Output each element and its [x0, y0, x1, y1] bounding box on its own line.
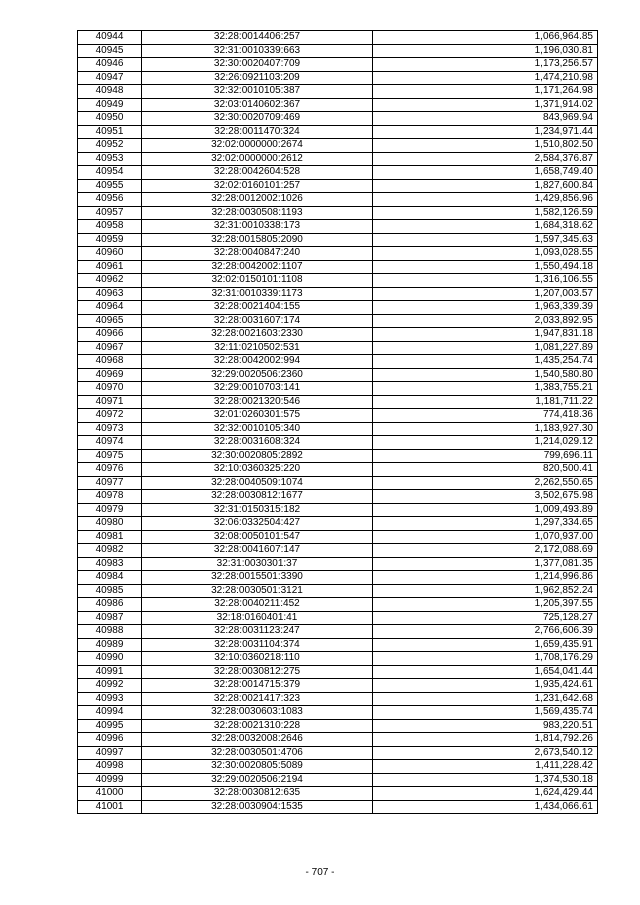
cadastral-number-cell: 32:28:0021404:155 [142, 301, 373, 315]
table-row [78, 44, 598, 58]
value-cell: 1,624,429.44 [373, 787, 598, 801]
table-row [78, 260, 598, 274]
table-row [78, 692, 598, 706]
cadastral-number-cell: 32:28:0031123:247 [142, 625, 373, 639]
value-cell: 983,220.51 [373, 719, 598, 733]
value-cell: 1,009,493.89 [373, 503, 598, 517]
row-number-cell: 40990 [78, 652, 142, 666]
row-number-cell: 40951 [78, 125, 142, 139]
value-cell: 1,214,029.12 [373, 436, 598, 450]
row-number-cell: 40986 [78, 598, 142, 612]
value-cell: 2,262,550.65 [373, 476, 598, 490]
value-cell: 799,696.11 [373, 449, 598, 463]
table-row [78, 584, 598, 598]
row-number-cell: 40980 [78, 517, 142, 531]
table-row [78, 611, 598, 625]
value-cell: 774,418.36 [373, 409, 598, 423]
table-row [78, 382, 598, 396]
row-number-cell: 40989 [78, 638, 142, 652]
row-number-cell: 40949 [78, 98, 142, 112]
row-number-cell: 40957 [78, 206, 142, 220]
value-cell: 1,708,176.29 [373, 652, 598, 666]
table-row [78, 341, 598, 355]
row-number-cell: 40969 [78, 368, 142, 382]
row-number-cell: 40996 [78, 733, 142, 747]
table-row [78, 125, 598, 139]
cadastral-number-cell: 32:28:0021417:323 [142, 692, 373, 706]
value-cell: 1,183,927.30 [373, 422, 598, 436]
table-row [78, 490, 598, 504]
cadastral-number-cell: 32:11:0210502:531 [142, 341, 373, 355]
row-number-cell: 40993 [78, 692, 142, 706]
row-number-cell: 40974 [78, 436, 142, 450]
table-row [78, 71, 598, 85]
value-cell: 1,207,003.57 [373, 287, 598, 301]
value-cell: 1,066,964.85 [373, 31, 598, 45]
value-cell: 1,654,041.44 [373, 665, 598, 679]
cadastral-number-cell: 32:31:0030301:37 [142, 557, 373, 571]
row-number-cell: 40985 [78, 584, 142, 598]
table-row [78, 625, 598, 639]
row-number-cell: 40988 [78, 625, 142, 639]
row-number-cell: 40995 [78, 719, 142, 733]
page-number: - 707 - [305, 867, 335, 878]
table-row [78, 719, 598, 733]
row-number-cell: 40975 [78, 449, 142, 463]
cadastral-number-cell: 32:32:0010105:387 [142, 85, 373, 99]
table-row [78, 598, 598, 612]
table-row [78, 773, 598, 787]
row-number-cell: 40955 [78, 179, 142, 193]
value-cell: 1,684,318.62 [373, 220, 598, 234]
cadastral-number-cell: 32:28:0031104:374 [142, 638, 373, 652]
table-row [78, 206, 598, 220]
cadastral-number-cell: 32:30:0020407:709 [142, 58, 373, 72]
cadastral-number-cell: 32:28:0021320:546 [142, 395, 373, 409]
value-cell: 2,584,376.87 [373, 152, 598, 166]
table-row [78, 517, 598, 531]
cadastral-number-cell: 32:26:0921103:209 [142, 71, 373, 85]
value-cell: 1,582,126.59 [373, 206, 598, 220]
value-cell: 1,550,494.18 [373, 260, 598, 274]
cadastral-number-cell: 32:28:0031607:174 [142, 314, 373, 328]
row-number-cell: 40984 [78, 571, 142, 585]
cadastral-number-cell: 32:28:0030812:1677 [142, 490, 373, 504]
row-number-cell: 40966 [78, 328, 142, 342]
table-row [78, 449, 598, 463]
table-row [78, 328, 598, 342]
row-number-cell: 40998 [78, 760, 142, 774]
value-cell: 1,540,580.80 [373, 368, 598, 382]
cadastral-number-cell: 32:28:0030508:1193 [142, 206, 373, 220]
value-cell: 1,173,256.57 [373, 58, 598, 72]
cadastral-number-cell: 32:28:0030904:1535 [142, 800, 373, 814]
table-row [78, 220, 598, 234]
value-cell: 843,969.94 [373, 112, 598, 126]
row-number-cell: 40964 [78, 301, 142, 315]
table-row [78, 314, 598, 328]
row-number-cell: 40952 [78, 139, 142, 153]
value-cell: 1,171,264.98 [373, 85, 598, 99]
value-cell: 2,766,606.39 [373, 625, 598, 639]
value-cell: 1,377,081.35 [373, 557, 598, 571]
table-row [78, 760, 598, 774]
cadastral-number-cell: 32:28:0040509:1074 [142, 476, 373, 490]
value-cell: 1,081,227.89 [373, 341, 598, 355]
cadastral-number-cell: 32:28:0040847:240 [142, 247, 373, 261]
table-row [78, 409, 598, 423]
cadastral-number-cell: 32:28:0030812:275 [142, 665, 373, 679]
cadastral-number-cell: 32:28:0014715:379 [142, 679, 373, 693]
cadastral-number-cell: 32:32:0010105:340 [142, 422, 373, 436]
value-cell: 2,033,892.95 [373, 314, 598, 328]
table-row [78, 706, 598, 720]
table-row [78, 436, 598, 450]
cadastral-number-cell: 32:18:0160401:41 [142, 611, 373, 625]
value-cell: 1,429,856.96 [373, 193, 598, 207]
row-number-cell: 40947 [78, 71, 142, 85]
cadastral-number-cell: 32:28:0030501:3121 [142, 584, 373, 598]
table-row [78, 112, 598, 126]
cadastral-number-cell: 32:02:0150101:1108 [142, 274, 373, 288]
row-number-cell: 40944 [78, 31, 142, 45]
value-cell: 1,935,424.61 [373, 679, 598, 693]
row-number-cell: 41000 [78, 787, 142, 801]
value-cell: 1,093,028.55 [373, 247, 598, 261]
value-cell: 725,128.27 [373, 611, 598, 625]
cadastral-number-cell: 32:06:0332504:427 [142, 517, 373, 531]
value-cell: 1,962,852.24 [373, 584, 598, 598]
value-cell: 1,947,831.18 [373, 328, 598, 342]
row-number-cell: 40960 [78, 247, 142, 261]
value-cell: 1,510,802.50 [373, 139, 598, 153]
value-cell: 1,316,106.55 [373, 274, 598, 288]
cadastral-number-cell: 32:28:0040211:452 [142, 598, 373, 612]
row-number-cell: 40945 [78, 44, 142, 58]
value-cell: 2,172,088.69 [373, 544, 598, 558]
row-number-cell: 40978 [78, 490, 142, 504]
value-cell: 1,658,749.40 [373, 166, 598, 180]
cadastral-number-cell: 32:31:0150315:182 [142, 503, 373, 517]
data-table-container [77, 30, 598, 814]
row-number-cell: 40970 [78, 382, 142, 396]
row-number-cell: 40946 [78, 58, 142, 72]
value-cell: 820,500.41 [373, 463, 598, 477]
value-cell: 1,435,254.74 [373, 355, 598, 369]
cadastral-number-cell: 32:01:0260301:575 [142, 409, 373, 423]
table-row [78, 544, 598, 558]
table-row [78, 800, 598, 814]
table-row [78, 179, 598, 193]
table-row [78, 368, 598, 382]
row-number-cell: 40997 [78, 746, 142, 760]
cadastral-number-cell: 32:28:0030603:1083 [142, 706, 373, 720]
row-number-cell: 40950 [78, 112, 142, 126]
cadastral-number-cell: 32:31:0010339:1173 [142, 287, 373, 301]
row-number-cell: 40987 [78, 611, 142, 625]
value-cell: 3,502,675.98 [373, 490, 598, 504]
cadastral-number-cell: 32:29:0010703:141 [142, 382, 373, 396]
table-row [78, 530, 598, 544]
data-table [77, 30, 598, 814]
value-cell: 1,214,996.86 [373, 571, 598, 585]
cadastral-number-cell: 32:28:0042002:994 [142, 355, 373, 369]
table-row [78, 746, 598, 760]
value-cell: 1,814,792.26 [373, 733, 598, 747]
cadastral-number-cell: 32:28:0042604:528 [142, 166, 373, 180]
value-cell: 1,597,345.63 [373, 233, 598, 247]
cadastral-number-cell: 32:10:0360218:110 [142, 652, 373, 666]
cadastral-number-cell: 32:31:0010339:663 [142, 44, 373, 58]
value-cell: 1,374,530.18 [373, 773, 598, 787]
cadastral-number-cell: 32:03:0140602:367 [142, 98, 373, 112]
table-row [78, 152, 598, 166]
row-number-cell: 40948 [78, 85, 142, 99]
row-number-cell: 40965 [78, 314, 142, 328]
table-row [78, 98, 598, 112]
table-row [78, 503, 598, 517]
cadastral-number-cell: 32:28:0030501:4706 [142, 746, 373, 760]
value-cell: 1,196,030.81 [373, 44, 598, 58]
cadastral-number-cell: 32:29:0020506:2194 [142, 773, 373, 787]
row-number-cell: 40979 [78, 503, 142, 517]
value-cell: 1,234,971.44 [373, 125, 598, 139]
row-number-cell: 40953 [78, 152, 142, 166]
cadastral-number-cell: 32:28:0011470:324 [142, 125, 373, 139]
cadastral-number-cell: 32:10:0360325:220 [142, 463, 373, 477]
value-cell: 1,434,066.61 [373, 800, 598, 814]
value-cell: 1,411,228.42 [373, 760, 598, 774]
row-number-cell: 40992 [78, 679, 142, 693]
table-row [78, 193, 598, 207]
cadastral-number-cell: 32:08:0050101:547 [142, 530, 373, 544]
value-cell: 1,205,397.55 [373, 598, 598, 612]
table-row [78, 301, 598, 315]
value-cell: 1,827,600.84 [373, 179, 598, 193]
table-row [78, 476, 598, 490]
row-number-cell: 40956 [78, 193, 142, 207]
cadastral-number-cell: 32:28:0014406:257 [142, 31, 373, 45]
value-cell: 1,569,435.74 [373, 706, 598, 720]
cadastral-number-cell: 32:28:0015501:3390 [142, 571, 373, 585]
cadastral-number-cell: 32:30:0020709:469 [142, 112, 373, 126]
row-number-cell: 40982 [78, 544, 142, 558]
row-number-cell: 40961 [78, 260, 142, 274]
row-number-cell: 40999 [78, 773, 142, 787]
row-number-cell: 40962 [78, 274, 142, 288]
value-cell: 1,297,334.65 [373, 517, 598, 531]
table-row [78, 58, 598, 72]
cadastral-number-cell: 32:28:0032008:2646 [142, 733, 373, 747]
table-row [78, 787, 598, 801]
table-row [78, 166, 598, 180]
table-row [78, 233, 598, 247]
row-number-cell: 40958 [78, 220, 142, 234]
table-body [78, 31, 598, 814]
cadastral-number-cell: 32:02:0000000:2674 [142, 139, 373, 153]
row-number-cell: 40963 [78, 287, 142, 301]
row-number-cell: 40983 [78, 557, 142, 571]
cadastral-number-cell: 32:30:0020805:5089 [142, 760, 373, 774]
row-number-cell: 40968 [78, 355, 142, 369]
cadastral-number-cell: 32:28:0041607:147 [142, 544, 373, 558]
row-number-cell: 40976 [78, 463, 142, 477]
cadastral-number-cell: 32:28:0021310:228 [142, 719, 373, 733]
table-row [78, 638, 598, 652]
value-cell: 1,231,642.68 [373, 692, 598, 706]
cadastral-number-cell: 32:02:0000000:2612 [142, 152, 373, 166]
cadastral-number-cell: 32:28:0021603:2330 [142, 328, 373, 342]
table-row [78, 463, 598, 477]
table-row [78, 652, 598, 666]
cadastral-number-cell: 32:31:0010338:173 [142, 220, 373, 234]
row-number-cell: 40981 [78, 530, 142, 544]
cadastral-number-cell: 32:02:0160101:257 [142, 179, 373, 193]
cadastral-number-cell: 32:28:0012002:1026 [142, 193, 373, 207]
table-row [78, 247, 598, 261]
value-cell: 1,383,755.21 [373, 382, 598, 396]
row-number-cell: 41001 [78, 800, 142, 814]
row-number-cell: 40954 [78, 166, 142, 180]
cadastral-number-cell: 32:29:0020506:2360 [142, 368, 373, 382]
table-row [78, 557, 598, 571]
row-number-cell: 40994 [78, 706, 142, 720]
table-row [78, 355, 598, 369]
cadastral-number-cell: 32:28:0042002:1107 [142, 260, 373, 274]
table-row [78, 395, 598, 409]
row-number-cell: 40971 [78, 395, 142, 409]
row-number-cell: 40972 [78, 409, 142, 423]
value-cell: 1,474,210.98 [373, 71, 598, 85]
value-cell: 1,181,711.22 [373, 395, 598, 409]
row-number-cell: 40991 [78, 665, 142, 679]
table-row [78, 274, 598, 288]
table-row [78, 679, 598, 693]
cadastral-number-cell: 32:28:0015805:2090 [142, 233, 373, 247]
table-row [78, 733, 598, 747]
cadastral-number-cell: 32:28:0031608:324 [142, 436, 373, 450]
table-row [78, 287, 598, 301]
row-number-cell: 40977 [78, 476, 142, 490]
table-row [78, 665, 598, 679]
table-row [78, 31, 598, 45]
value-cell: 1,371,914.02 [373, 98, 598, 112]
row-number-cell: 40973 [78, 422, 142, 436]
value-cell: 1,963,339.39 [373, 301, 598, 315]
cadastral-number-cell: 32:28:0030812:635 [142, 787, 373, 801]
table-row [78, 571, 598, 585]
value-cell: 2,673,540.12 [373, 746, 598, 760]
row-number-cell: 40967 [78, 341, 142, 355]
value-cell: 1,070,937.00 [373, 530, 598, 544]
table-row [78, 85, 598, 99]
value-cell: 1,659,435.91 [373, 638, 598, 652]
table-row [78, 422, 598, 436]
row-number-cell: 40959 [78, 233, 142, 247]
table-row [78, 139, 598, 153]
cadastral-number-cell: 32:30:0020805:2892 [142, 449, 373, 463]
